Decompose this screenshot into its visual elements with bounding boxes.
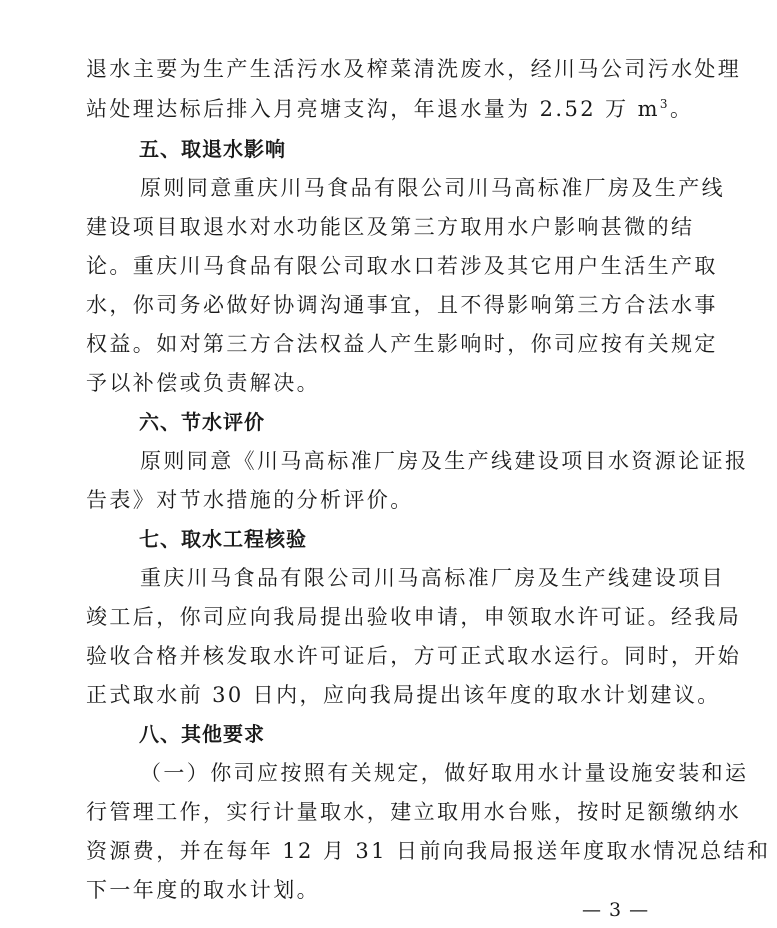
body-text-fragment: 站处理达标后排入月亮塘支沟，年退水量为 2.52 万 m [86,97,660,121]
page-number: — 3 — [582,899,650,921]
paragraph-line: 水，你司务必做好协调沟通事宜，且不得影响第三方合法水事 [86,293,718,317]
paragraph-line: 原则同意《川马高标准厂房及生产线建设项目水资源论证报 [140,449,749,473]
paragraph-line: 告表》对节水措施的分析评价。 [86,488,414,512]
section-heading-eight: 八、其他要求 [139,722,265,746]
paragraph-line: 重庆川马食品有限公司川马高标准厂房及生产线建设项目 [140,566,725,590]
paragraph-line: （一）你司应按照有关规定，做好取用水计量设施安装和运 [140,761,749,785]
section-heading-six: 六、节水评价 [139,410,265,434]
paragraph-line: 竣工后，你司应向我局提出验收申请，申领取水许可证。经我局 [86,605,742,629]
paragraph-line: 行管理工作，实行计量取水，建立取用水台账，按时足额缴纳水 [86,800,742,824]
paragraph-line: 权益。如对第三方合法权益人产生影响时，你司应按有关规定 [86,332,718,356]
body-text-line-with-unit [86,95,694,123]
paragraph-line: 建设项目取退水对水功能区及第三方取用水户影响甚微的结 [86,215,695,239]
paragraph-line: 正式取水前 30 日内，应向我局提出该年度的取水计划建议。 [86,683,721,707]
section-heading-seven: 七、取水工程核验 [139,527,307,551]
paragraph-line: 予以补偿或负责解决。 [86,371,320,395]
section-heading-five: 五、取退水影响 [139,137,286,161]
body-text-line: 退水主要为生产生活污水及榨菜清洗废水，经川马公司污水处理 [86,57,742,81]
paragraph-line: 资源费，并在每年 12 月 31 日前向我局报送年度取水情况总结和 [86,839,771,863]
paragraph-line: 下一年度的取水计划。 [86,878,320,902]
superscript-unit-exponent: 3 [659,97,670,111]
body-text-punctuation: 。 [669,97,694,121]
paragraph-line: 验收合格并核发取水许可证后，方可正式取水运行。同时，开始 [86,644,742,668]
paragraph-line: 原则同意重庆川马食品有限公司川马高标准厂房及生产线 [140,176,725,200]
paragraph-line: 论。重庆川马食品有限公司取水口若涉及其它用户生活生产取 [86,254,718,278]
